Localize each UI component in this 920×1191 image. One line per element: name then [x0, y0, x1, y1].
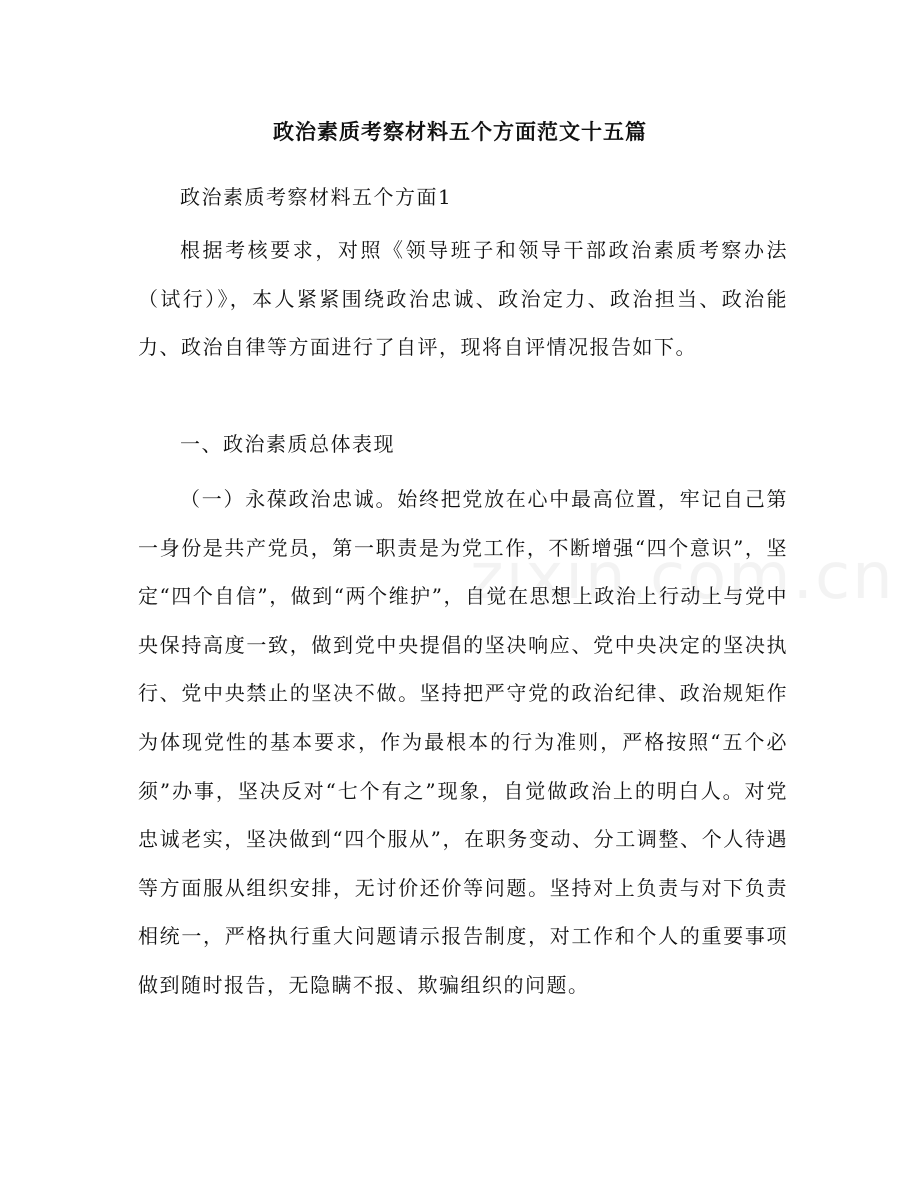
document-subtitle: 政治素质考察材料五个方面1 — [180, 185, 453, 209]
section-heading: 一、政治素质总体表现 — [180, 432, 395, 456]
paragraph-political-loyalty: （一）永葆政治忠诚。始终把党放在心中最高位置，牢记自己第一身份是共产党员，第一职责是为党工作，不断增强“四个意识”，坚定“四个自信”，做到“两个维护”，自觉在思想上政治上行动上与党中央保持高度一致，做到党中央提倡的坚决响应、党中央决定的坚决执行、党中央禁止的坚决不做。坚持把严守党的政治纪律、政治规矩作为体现党性的基本要求，作为最根本的行为准则，严格按照“五个必须”办事，坚决反对“七个有之”现象，自觉做政治上的明白人。对党忠诚老实，坚决做到“四个服从”，在职务变动、分工调整、个人待遇等方面服从组织安排，无讨价还价等问题。坚持对上负责与对下负责相统一，严格执行重大问题请示报告制度，对工作和个人的重要事项做到随时报告，无隐瞒不报、欺骗组织的问题。 — [138, 487, 788, 997]
document-title: 政治素质考察材料五个方面范文十五篇 — [273, 119, 647, 144]
paragraph-intro: 根据考核要求，对照《领导班子和领导干部政治素质考察办法（试行）》，本人紧紧围绕政治忠诚、政治定力、政治担当、政治能力、政治自律等方面进行了自评，现将自评情况报告如下。 — [138, 238, 788, 360]
